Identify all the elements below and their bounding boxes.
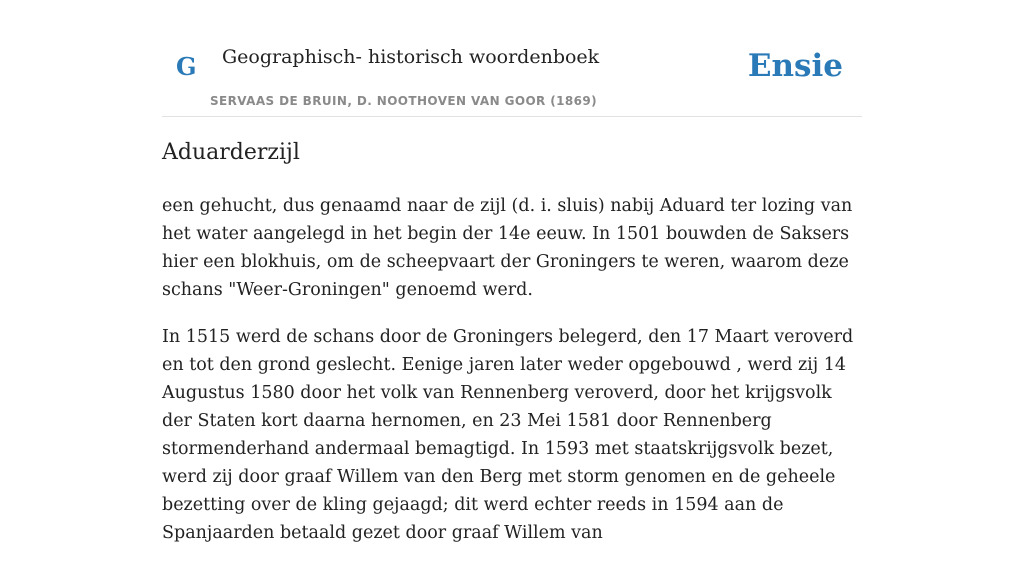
entry-paragraph: een gehucht, dus genaamd naar de zijl (d. i. sluis) nabij Aduard ter lozing van het water aangelegd in het begin der 14e eeuw. In 1501 bouwden de Saksers hier een blokhuis, om de scheepvaart der Groningers te weren, waarom deze schans "Weer-Groningen" genoemd werd. — [162, 196, 853, 300]
book-header — [162, 0, 862, 117]
book-icon[interactable]: G — [176, 52, 197, 81]
entry-title: Aduarderzijl — [162, 140, 300, 165]
page — [162, 0, 862, 543]
ensie-logo[interactable]: Ensie — [747, 48, 843, 84]
entry-paragraph: In 1515 werd de schans door de Groningers belegerd, den 17 Maart veroverd en tot den grond geslecht. Eenige jaren later weder opgebouwd , werd zij 14 Augustus 1580 door het volk van Rennenberg veroverd, door het krijgsvolk der Staten kort daarna hernomen, en 23 Mei 1581 door Rennenberg stormenderhand andermaal bemagtigd. In 1593 met staatskrijgsvolk bezet, werd zij door graaf Willem van den Berg met storm genomen en de geheele bezetting over de kling gejaagd; dit werd echter reeds in 1594 aan de Spanjaarden betaald gezet door graaf Willem van — [162, 327, 854, 543]
entry-body — [162, 192, 862, 566]
book-author: SERVAAS DE BRUIN, D. NOOTHOVEN VAN GOOR (1869) — [210, 94, 598, 108]
book-title-link[interactable]: Geographisch- historisch woordenboek — [222, 46, 600, 68]
